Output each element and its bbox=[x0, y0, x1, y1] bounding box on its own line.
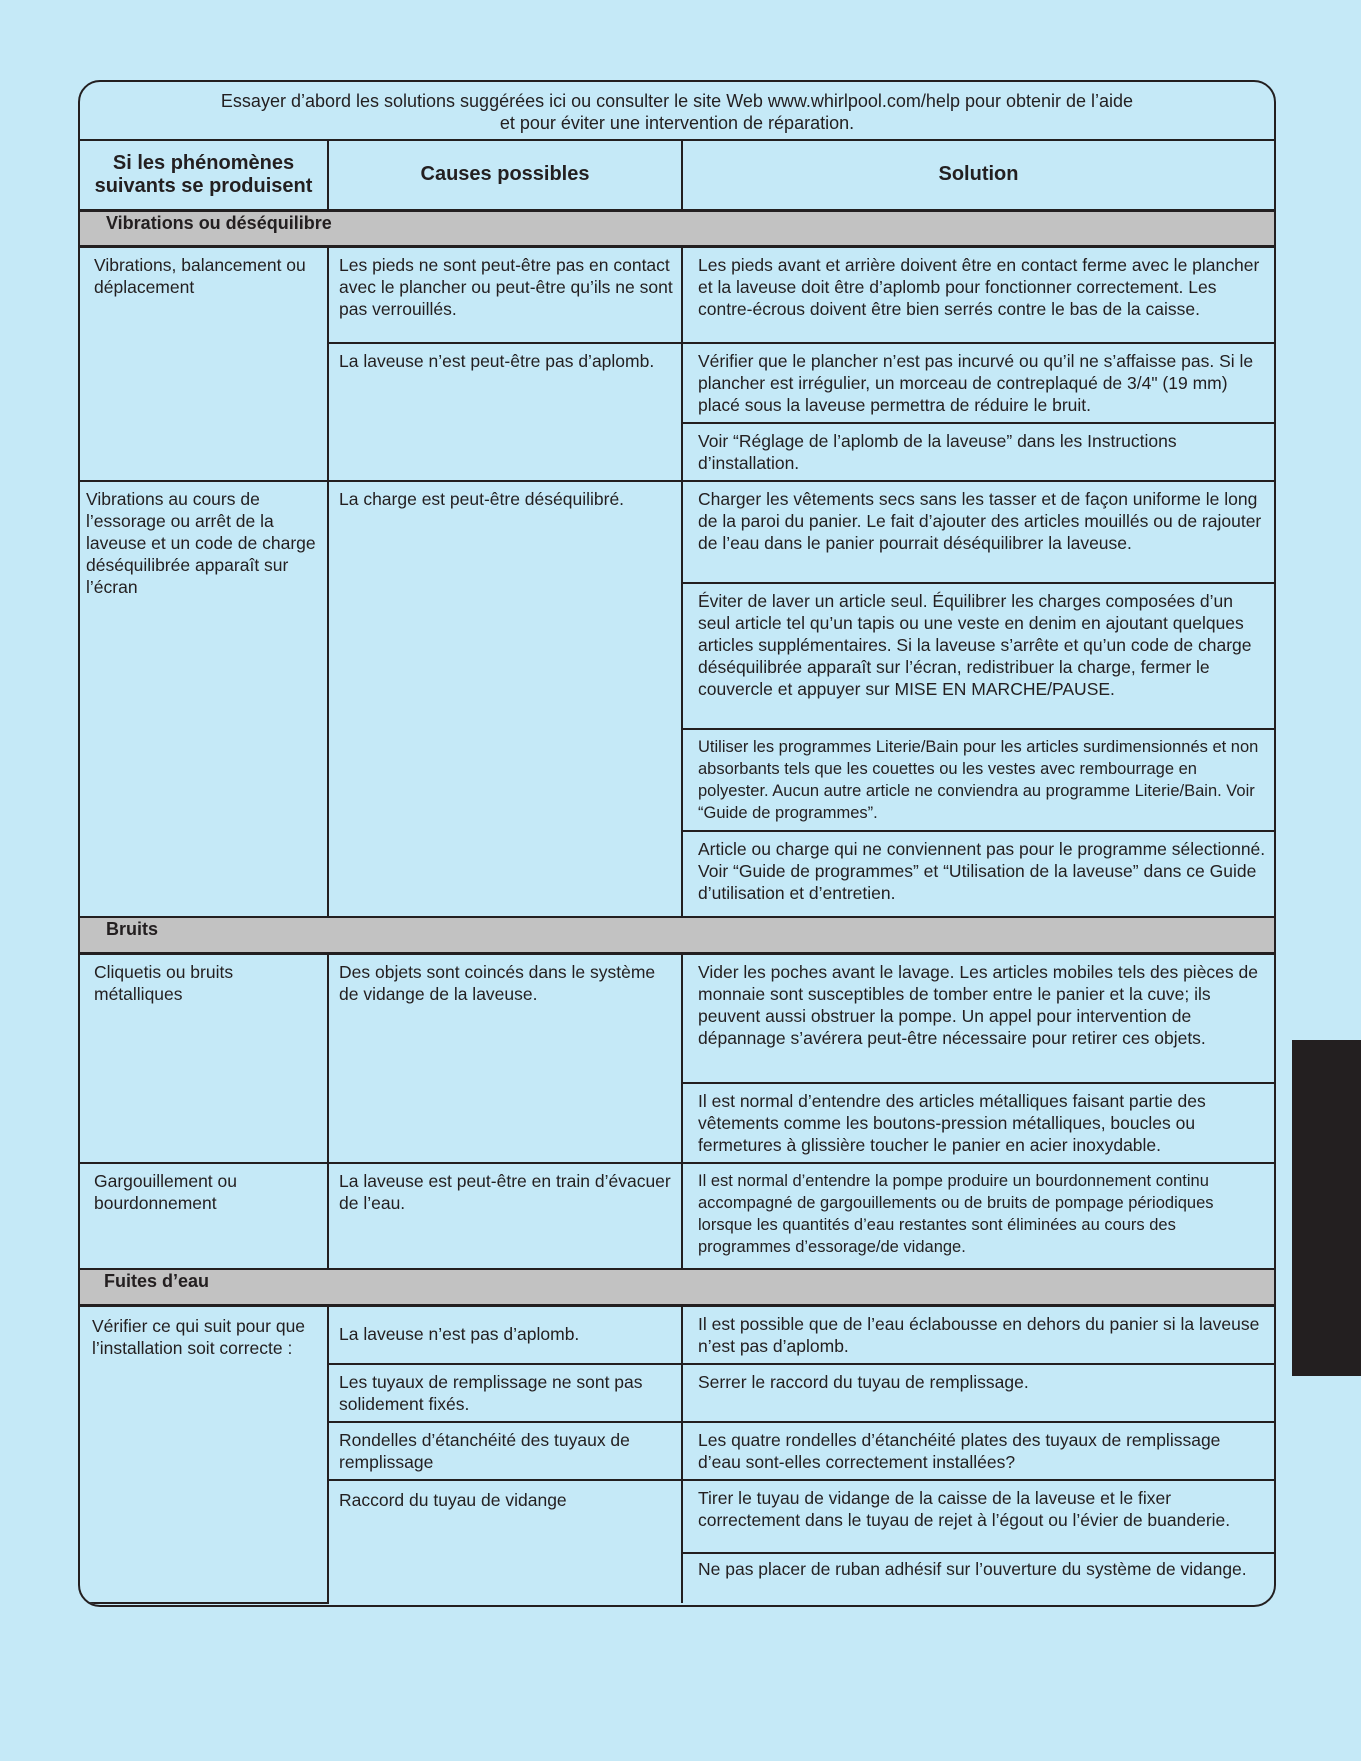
solution-cell: Les pieds avant et arrière doivent être en contact ferme avec le plancher et la laveuse doit être d’aplomb pour fonctionner correctement. Les contre-écrous doivent être bien serrés contre le bas de la caisse. bbox=[682, 246, 1274, 343]
header-solution: Solution bbox=[682, 141, 1274, 210]
intro-line-2: et pour éviter une intervention de réparation. bbox=[499, 112, 855, 133]
section-row bbox=[80, 917, 1274, 953]
table-row bbox=[80, 953, 1274, 1083]
solution-cell: Les quatre rondelles d’étanchéité plates des tuyaux de remplissage d’eau sont-elles correctement installées? bbox=[682, 1422, 1274, 1480]
table-row bbox=[80, 1305, 1274, 1364]
section-title-vibrations: Vibrations ou déséquilibre bbox=[80, 210, 1274, 246]
symptom-cell: Gargouillement ou bourdonnement bbox=[80, 1163, 328, 1269]
header-causes: Causes possibles bbox=[328, 141, 682, 210]
cause-cell: Les tuyaux de remplissage ne sont pas solidement fixés. bbox=[328, 1364, 682, 1422]
symptom-cell: Vérifier ce qui suit pour que l’installation soit correcte : bbox=[80, 1305, 328, 1603]
solution-cell: Ne pas placer de ruban adhésif sur l’ouverture du système de vidange. bbox=[698, 1558, 1247, 1579]
solution-cell: Éviter de laver un article seul. Équilibrer les charges composées d’un seul article tel qu’un tapis ou une veste en denim en ajoutant quelques articles supplémentaires. Si la laveuse s’arrête et qu’un code de charge déséquilibrée apparaît sur l’écran, redistribuer la charge, fermer le couvercle et appuyer sur MISE EN MARCHE/PAUSE. bbox=[682, 583, 1274, 729]
table-row bbox=[80, 246, 1274, 343]
section-title-bruits: Bruits bbox=[80, 917, 1274, 953]
cause-cell: Des objets sont coincés dans le système de vidange de la laveuse. bbox=[328, 953, 682, 1163]
symptom-cell: Vibrations, balancement ou déplacement bbox=[80, 246, 328, 481]
intro-text bbox=[80, 82, 1274, 141]
symptom-cell: Cliquetis ou bruits métalliques bbox=[80, 953, 328, 1163]
solution-cell: Tirer le tuyau de vidange de la caisse de la laveuse et le fixer correctement dans le tuyau de rejet à l’égout ou l’évier de buanderie. bbox=[682, 1480, 1274, 1553]
cause-cell: La charge est peut-être déséquilibré. bbox=[328, 481, 682, 917]
table-row bbox=[80, 1163, 1274, 1269]
solution-cell: Vider les poches avant le lavage. Les articles mobiles tels des pièces de monnaie sont susceptibles de tomber entre le panier et la cuve; ils peuvent aussi obstruer la pompe. Un appel pour intervention de dépannage s’avérera peut-être nécessaire pour retirer ces objets. bbox=[682, 953, 1274, 1083]
solution-cell: Il est normal d’entendre la pompe produire un bourdonnement continu accompagné de gargouillements ou de bruits de pompage périodiques lorsque les quantités d’eau restantes sont éliminées au cours des programmes d’essorage/de vidange. bbox=[682, 1163, 1274, 1269]
solution-cell: Serrer le raccord du tuyau de remplissage. bbox=[682, 1364, 1274, 1422]
symptom-cell: Vibrations au cours de l’essorage ou arrêt de la laveuse et un code de charge déséquilibrée apparaît sur l’écran bbox=[80, 481, 328, 917]
solution-cell: Voir “Réglage de l’aplomb de la laveuse” dans les Instructions d’installation. bbox=[682, 423, 1274, 481]
section-row bbox=[80, 210, 1274, 246]
solution-cell: Il est possible que de l’eau éclabousse en dehors du panier si la laveuse n’est pas d’aplomb. bbox=[682, 1305, 1274, 1364]
section-side-tab bbox=[1292, 1040, 1361, 1376]
header-symptoms bbox=[80, 141, 328, 210]
cause-cell: La laveuse n’est pas d’aplomb. bbox=[328, 1305, 682, 1364]
solution-cell: Il est normal d’entendre des articles métalliques faisant partie des vêtements comme les boutons-pression métalliques, boucles ou fermetures à glissière toucher le panier en acier inoxydable. bbox=[682, 1083, 1274, 1163]
intro-line-1: Essayer d’abord les solutions suggérées ici ou consulter le site Web www.whirlpool.com/help pour obtenir de l’aide bbox=[220, 90, 1134, 111]
table-row bbox=[80, 481, 1274, 583]
troubleshooting-table bbox=[80, 141, 1274, 1604]
solution-cell: Utiliser les programmes Literie/Bain pour les articles surdimensionnés et non absorbants tels que les couettes ou les vestes avec rembourrage en polyester. Aucun autre article ne conviendra au programme Literie/Bain. Voir “Guide de programmes”. bbox=[682, 729, 1274, 831]
cause-cell: Rondelles d’étanchéité des tuyaux de remplissage bbox=[328, 1422, 682, 1480]
solution-cell: Vérifier que le plancher n’est pas incurvé ou qu’il ne s’affaisse pas. Si le plancher est irrégulier, un morceau de contreplaqué de 3/4" (19 mm) placé sous la laveuse permettra de réduire le bruit. bbox=[682, 343, 1274, 423]
solution-cell: Article ou charge qui ne conviennent pas pour le programme sélectionné. Voir “Guide de programmes” et “Utilisation de la laveuse” dans ce Guide d’utilisation et d’entretien. bbox=[682, 831, 1274, 917]
header-symptoms-line-1: Si les phénomènes bbox=[112, 151, 295, 174]
header-row bbox=[80, 141, 1274, 210]
section-title-fuites: Fuites d’eau bbox=[80, 1269, 1274, 1305]
cause-cell: La laveuse n’est peut-être pas d’aplomb. bbox=[328, 343, 682, 481]
cause-cell: Raccord du tuyau de vidange bbox=[328, 1480, 682, 1603]
cause-cell: La laveuse est peut-être en train d’évacuer de l’eau. bbox=[328, 1163, 682, 1269]
header-symptoms-line-2: suivants se produisent bbox=[94, 174, 313, 197]
cause-cell: Les pieds ne sont peut-être pas en contact avec le plancher ou peut-être qu’ils ne sont pas verrouillés. bbox=[328, 246, 682, 343]
section-row bbox=[80, 1269, 1274, 1305]
solution-cell: Charger les vêtements secs sans les tasser et de façon uniforme le long de la paroi du panier. Le fait d’ajouter des articles mouillés ou de rajouter de l’eau dans le panier pourrait déséquilibrer la laveuse. bbox=[682, 481, 1274, 583]
troubleshooting-frame bbox=[78, 80, 1276, 1607]
